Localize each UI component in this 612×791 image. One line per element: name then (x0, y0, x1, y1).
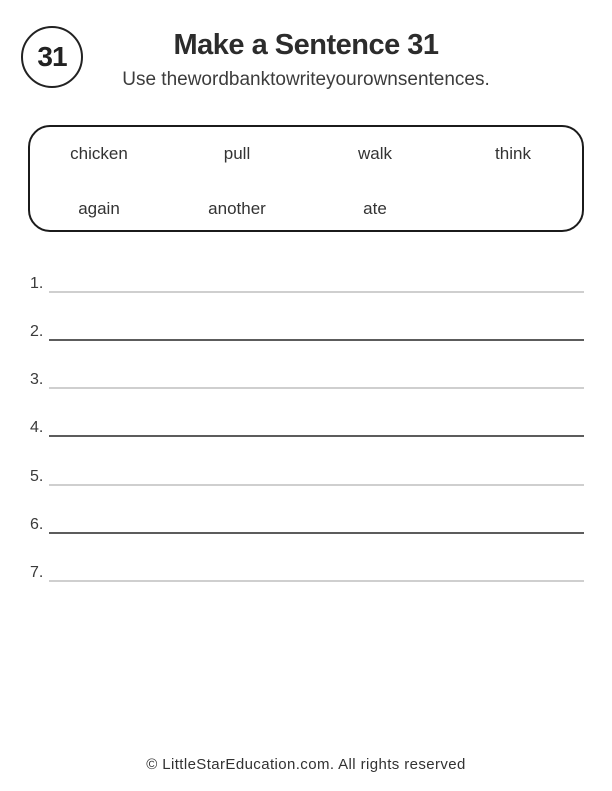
sentence-row-3 (30, 369, 584, 391)
sentence-write-line (49, 387, 584, 389)
page-instructions: Use thewordbanktowriteyourownsentences. (122, 69, 490, 90)
sentence-write-line (49, 580, 584, 582)
word-bank-box (28, 125, 584, 232)
sentence-row-7 (30, 562, 584, 584)
sentence-number: 1. (30, 275, 44, 292)
sentence-row-5 (30, 466, 584, 488)
word-bank-word: another (208, 199, 266, 218)
word-bank-empty-cell (444, 185, 582, 233)
word-bank-word: ate (363, 199, 387, 218)
sentence-write-line (49, 435, 584, 437)
sentence-number: 4. (30, 419, 44, 436)
page-title: Make a Sentence 31 (173, 29, 439, 61)
sentence-number: 2. (30, 323, 44, 340)
sentence-write-line (49, 484, 584, 486)
sentence-write-line (49, 339, 584, 341)
word-bank-word: think (495, 144, 531, 163)
sentence-row-2 (30, 321, 584, 343)
word-bank-word: chicken (70, 144, 128, 163)
sentence-write-line (49, 291, 584, 293)
word-bank-word: pull (223, 144, 251, 163)
worksheet-number: 31 (37, 41, 67, 72)
word-bank-word: walk (357, 144, 392, 163)
copyright-footer: © LittleStarEducation.com. All rights reserved (146, 756, 466, 773)
sentence-number: 3. (30, 371, 44, 388)
sentence-number: 6. (30, 516, 44, 533)
sentence-row-1 (30, 273, 584, 295)
sentence-row-4 (30, 417, 584, 439)
sentence-number: 7. (30, 564, 44, 581)
word-bank-word: again (78, 199, 120, 218)
sentence-row-6 (30, 514, 584, 536)
sentence-write-line (49, 532, 584, 534)
sentence-number: 5. (30, 468, 44, 485)
